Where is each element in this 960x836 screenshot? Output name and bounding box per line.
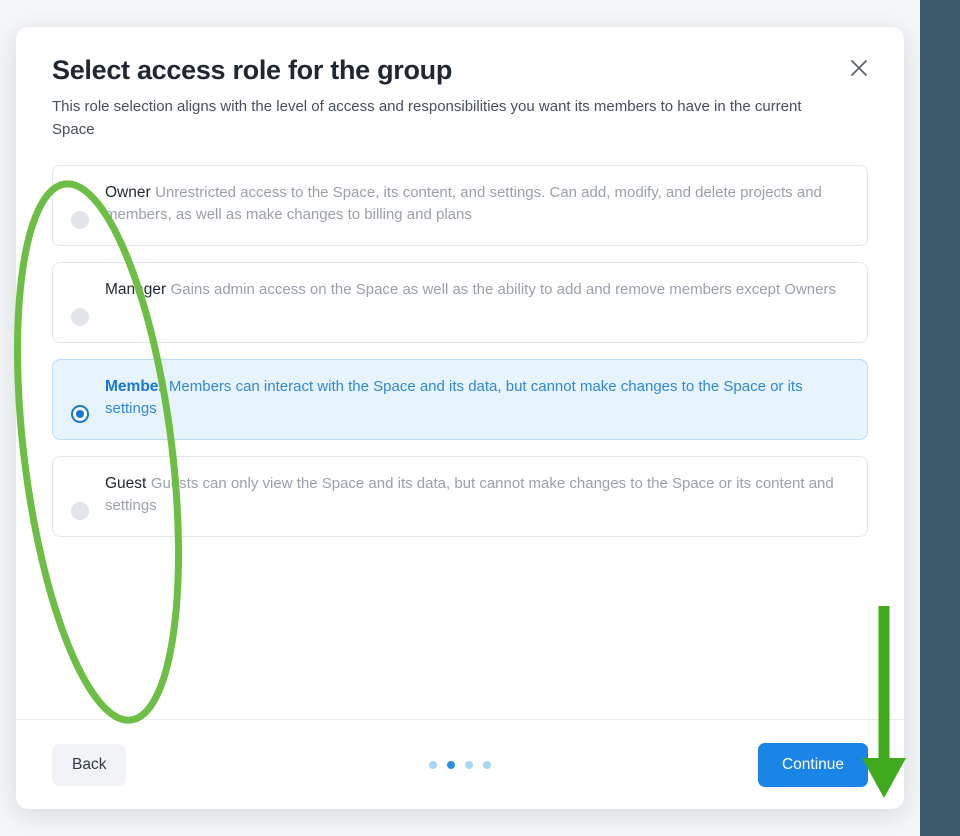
role-option-member[interactable] bbox=[52, 359, 868, 440]
role-option-list bbox=[16, 141, 904, 719]
radio-guest[interactable] bbox=[71, 502, 89, 520]
modal-footer bbox=[16, 719, 904, 809]
modal-header bbox=[16, 27, 904, 141]
radio-member[interactable] bbox=[71, 405, 89, 423]
role-text bbox=[105, 376, 849, 420]
page-right-panel bbox=[920, 0, 960, 836]
radio-manager[interactable] bbox=[71, 308, 89, 326]
role-option-manager[interactable] bbox=[52, 262, 868, 343]
page-title: Select access role for the group bbox=[52, 55, 453, 85]
radio-owner[interactable] bbox=[71, 211, 89, 229]
role-description: Members can interact with the Space and its data, but cannot make changes to the Space or its settings bbox=[105, 378, 803, 417]
role-text bbox=[105, 473, 849, 517]
role-option-owner[interactable] bbox=[52, 165, 868, 246]
role-name: Guest bbox=[105, 475, 147, 493]
role-description: Guests can only view the Space and its data, but cannot make changes to the Space or its content and settings bbox=[105, 475, 834, 514]
continue-button[interactable]: Continue bbox=[758, 743, 868, 787]
modal-subtitle: This role selection aligns with the level of access and responsibilities you want its members to have in the current Space bbox=[52, 98, 802, 138]
role-name: Owner bbox=[105, 184, 151, 202]
access-role-modal bbox=[16, 27, 904, 809]
role-text bbox=[105, 182, 849, 226]
step-dot bbox=[465, 761, 473, 769]
role-description: Unrestricted access to the Space, its content, and settings. Can add, modify, and delete projects and members, as well as make changes to billing and plans bbox=[105, 184, 822, 223]
step-dot-active bbox=[447, 761, 455, 769]
role-description: Gains admin access on the Space as well as the ability to add and remove members except Owners bbox=[170, 281, 836, 299]
role-option-guest[interactable] bbox=[52, 456, 868, 537]
close-icon[interactable] bbox=[844, 53, 874, 83]
role-text bbox=[105, 279, 849, 301]
step-dot bbox=[429, 761, 437, 769]
step-dot bbox=[483, 761, 491, 769]
role-name: Manager bbox=[105, 281, 167, 299]
back-button[interactable]: Back bbox=[52, 744, 126, 786]
role-name: Member bbox=[105, 378, 165, 396]
